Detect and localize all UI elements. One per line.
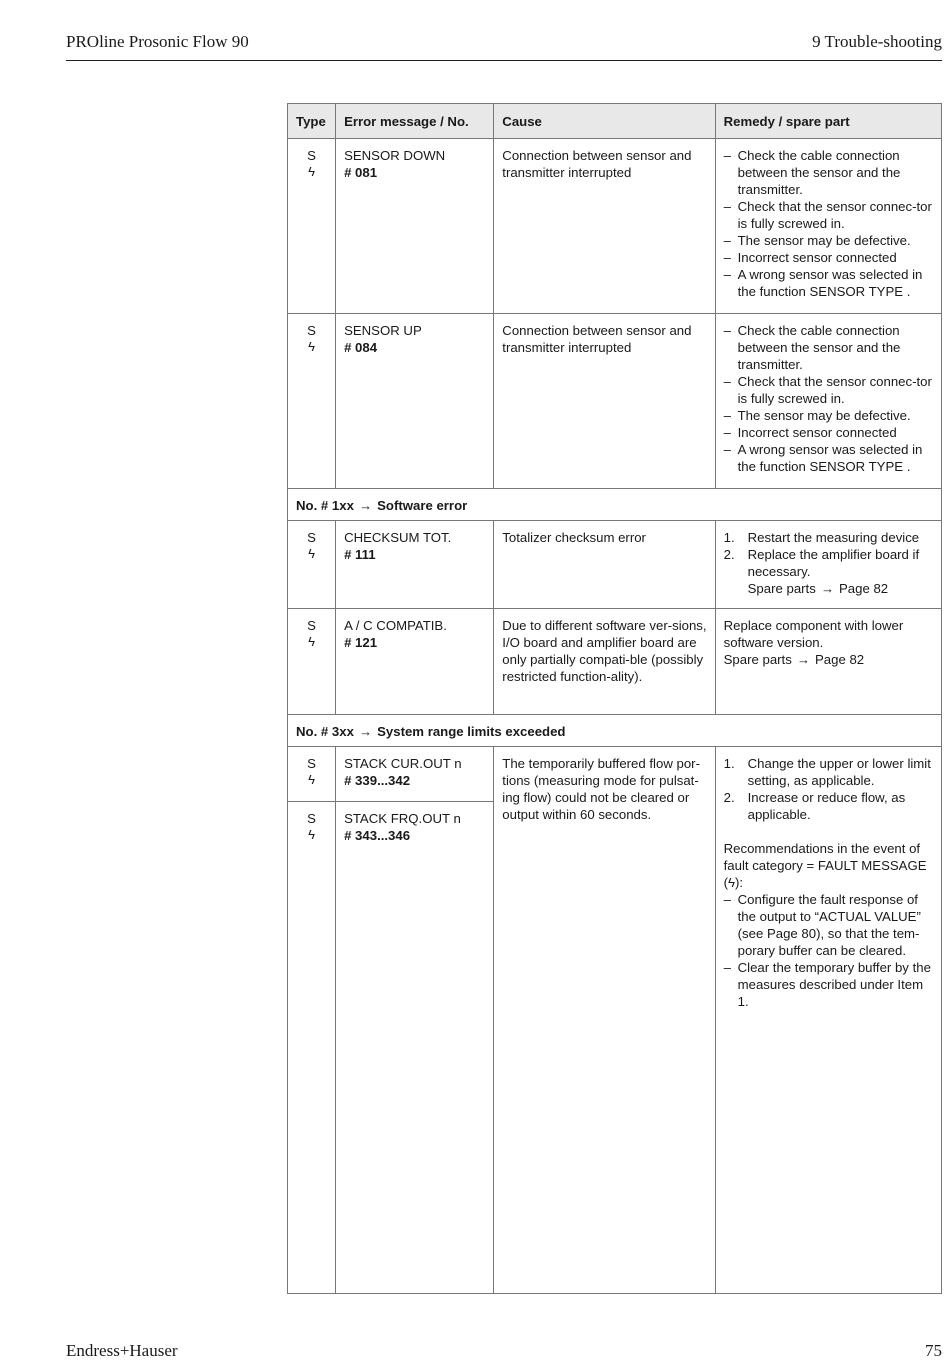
section-prefix: No. # 1xx [296,498,354,513]
remedy-cell [715,521,941,609]
type-letter: S [307,756,316,771]
type-letter: S [307,323,316,338]
cause-cell: Due to different software ver-sions, I/O board and amplifier board are only partially compati-ble (possibly restricted function-ality). [494,609,715,715]
cause-cell: Connection between sensor and transmitter interrupted [494,139,715,314]
error-code: # 111 [344,547,376,562]
column-header-remedy: Remedy / spare part [715,104,941,139]
error-message-cell [336,314,494,489]
type-cell [288,521,336,609]
error-message: SENSOR UP [344,323,422,338]
type-cell [288,802,336,1294]
list-item: – Incorrect sensor connected [724,424,933,441]
section-prefix: No. # 3xx [296,724,354,739]
cause-cell: Connection between sensor and transmitter interrupted [494,314,715,489]
section-heading [288,489,942,521]
type-letter: S [307,148,316,163]
fault-bolt-icon: ϟ [308,634,315,649]
table-header-row [288,104,942,139]
list-item: – Check the cable connection between the sensor and the transmitter. [724,322,933,373]
list-item: – Check that the sensor connec-tor is fully screwed in. [724,373,933,407]
remedy-numbered-list [724,529,933,597]
error-message-cell [336,609,494,715]
section-row-system-range [288,715,942,747]
error-message: STACK FRQ.OUT n [344,811,461,826]
list-item: 2. Replace the amplifier board if necessary. Spare parts → Page 82 [723,547,920,596]
list-item: – A wrong sensor was selected in the function SENSOR TYPE . [724,441,933,475]
error-message-cell [336,521,494,609]
remedy-text: Replace component with lower software version. [723,618,904,650]
error-message: SENSOR DOWN [344,148,446,163]
fault-bolt-icon: ϟ [308,164,315,179]
error-message: STACK CUR.OUT n [344,756,462,771]
fault-bolt-icon: ϟ [308,339,315,354]
section-row-software-error [288,489,942,521]
remedy-list [724,322,933,475]
fault-bolt-icon: ϟ [308,546,315,561]
cause-cell: Totalizer checksum error [494,521,715,609]
error-code: # 081 [344,165,378,180]
section-title: Software error [377,498,468,513]
header-chapter-title: 9 Trouble-shooting [812,32,942,51]
error-code: # 084 [344,340,378,355]
right-arrow-icon: → [796,652,810,667]
column-header-error-message: Error message / No. [336,104,494,139]
list-item: – Check that the sensor connec-tor is fully screwed in. [724,198,933,232]
table-row [288,139,942,314]
section-heading [288,715,942,747]
remedy-cell [715,747,941,1294]
list-item: 2. Increase or reduce flow, as applicable. [723,790,906,822]
error-code: # 339...342 [344,773,411,788]
list-item: – Clear the temporary buffer by the measures described under Item 1. [724,959,933,1010]
type-letter: S [307,618,316,633]
type-cell [288,314,336,489]
right-arrow-icon: → [820,581,834,596]
error-code: # 343...346 [344,828,411,843]
section-title: System range limits exceeded [377,724,566,739]
right-arrow-icon: → [358,724,373,739]
column-header-cause: Cause [494,104,715,139]
column-header-type: Type [288,104,336,139]
header-rule [66,60,942,61]
remedy-numbered-list [724,755,933,823]
remedy-list [724,891,933,1010]
error-message-cell [336,747,494,802]
error-message-table [287,103,942,1294]
type-cell [288,609,336,715]
type-cell [288,747,336,802]
table-row [288,314,942,489]
fault-bolt-icon: ϟ [308,772,315,787]
error-message: CHECKSUM TOT. [344,530,452,545]
spare-parts-label: Spare parts [747,581,816,596]
table-row [288,609,942,715]
cause-cell: The temporarily buffered flow por-tions (measuring mode for pulsat-ing flow) could not be cleared or output within 60 seconds. [494,747,715,1294]
list-item: – The sensor may be defective. [724,407,933,424]
error-code: # 121 [344,635,378,650]
list-item: 1. Restart the measuring device [723,530,920,545]
remedy-cell [715,139,941,314]
list-item: 1. Change the upper or lower limit setting, as applicable. [723,756,931,788]
fault-bolt-icon: ϟ [308,827,315,842]
footer-brand: Endress+Hauser [66,1341,178,1360]
remedy-cell [715,609,941,715]
footer-page-number: 75 [925,1341,942,1360]
table-row [288,747,942,802]
table-row [288,521,942,609]
header-product-title: PROline Prosonic Flow 90 [66,32,249,51]
list-item: – The sensor may be defective. [724,232,933,249]
list-item: – Incorrect sensor connected [724,249,933,266]
spare-parts-label: Spare parts [723,652,792,667]
spare-parts-page-ref: Page 82 [839,581,889,596]
right-arrow-icon: → [358,498,373,513]
list-item: – A wrong sensor was selected in the function SENSOR TYPE . [724,266,933,300]
error-message-cell [336,139,494,314]
error-message: A / C COMPATIB. [344,618,447,633]
type-letter: S [307,530,316,545]
spare-parts-page-ref: Page 82 [815,652,865,667]
recommendation-text: Recommendations in the event of fault category = FAULT MESSAGE (ϟ): [723,841,927,890]
list-item: – Check the cable connection between the sensor and the transmitter. [724,147,933,198]
remedy-cell [715,314,941,489]
list-item: – Configure the fault response of the output to “ACTUAL VALUE” (see Page 80), so that the tem-porary buffer can be cleared. [724,891,933,959]
error-message-cell [336,802,494,1294]
remedy-list [724,147,933,300]
type-letter: S [307,811,316,826]
type-cell [288,139,336,314]
